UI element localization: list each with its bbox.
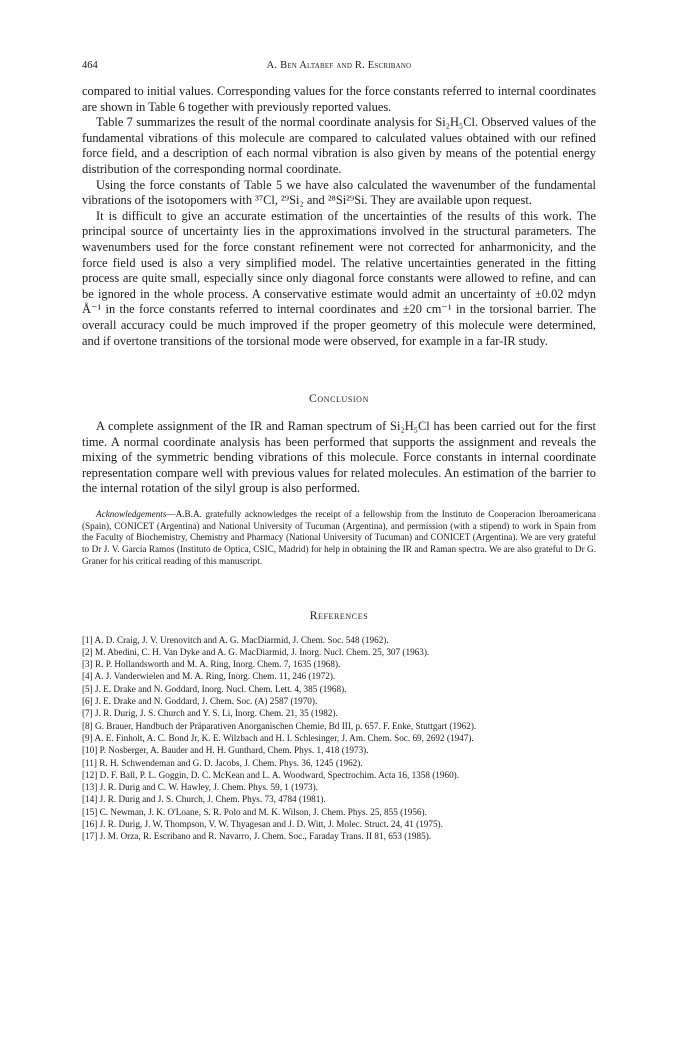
reference-item: [1] A. D. Craig, J. V. Urenovitch and A. G. MacDiarmid, J. Chem. Soc. 548 (1962). — [82, 634, 389, 645]
page-number: 464 — [82, 60, 98, 71]
page-header — [82, 60, 596, 76]
reference-item: [13] J. R. Durig and C. W. Hawley, J. Chem. Phys. 59, 1 (1973). — [82, 782, 318, 793]
reference-item: [6] J. E. Drake and N. Goddard, J. Chem. Soc. (A) 2587 (1970). — [82, 696, 318, 707]
journal-page — [82, 60, 596, 852]
conclusion-heading: Conclusion — [309, 393, 369, 406]
reference-item: [10] P. Nosberger, A. Bauder and H. H. Gunthard, Chem. Phys. 1, 418 (1973). — [82, 745, 369, 756]
reference-item: [15] C. Newman, J. K. O'Loane, S. R. Polo and M. K. Wilson, J. Chem. Phys. 25, 855 (1956). — [82, 806, 427, 817]
reference-item: [4] A. J. Vanderwielen and M. A. Ring, Inorg. Chem. 11, 246 (1972). — [82, 671, 336, 682]
reference-item: [3] R. P. Hollandsworth and M. A. Ring, Inorg. Chem. 7, 1635 (1968). — [82, 659, 341, 670]
reference-item: [16] J. R. Durig, J. W. Thompson, V. W. Thyagesan and J. D. Witt, J. Molec. Struct. 24, 41 (1975). — [82, 819, 443, 830]
reference-item: [14] J. R. Durig and J. S. Church, J. Chem. Phys. 73, 4784 (1981). — [82, 794, 326, 805]
running-head: A. Ben Altabef and R. Escribano — [266, 60, 412, 71]
reference-item: [2] M. Abedini, C. H. Van Dyke and A. G. MacDiarmid, J. Inorg. Nucl. Chem. 25, 307 (1963). — [82, 646, 430, 657]
reference-list — [82, 634, 596, 843]
reference-item: [11] R. H. Schwendeman and G. D. Jacobs, J. Chem. Phys. 36, 1245 (1962). — [82, 757, 363, 768]
reference-item: [8] G. Brauer, Handbuch der Präparativen Anorganischen Chemie, Bd III, p. 657. F. Enke, Stuttgart (1962). — [82, 720, 477, 731]
reference-item: [5] J. E. Drake and N. Goddard, Inorg. Nucl. Chem. Lett. 4, 385 (1968). — [82, 683, 347, 694]
paragraph: Table 7 summarizes the result of the normal coordinate analysis for Si₂H₅Cl. Observed values of the fundamental vibrations of this molecule are compared to calculated values obtained with our refined force field, and a description of each normal vibration is also given by means of the potential energy distribution of the corresponding normal coordinate. — [82, 115, 596, 176]
reference-item: [17] J. M. Orza, R. Escribano and R. Navarro, J. Chem. Soc., Faraday Trans. II 81, 653 (1985). — [82, 831, 432, 842]
conclusion-section — [82, 419, 596, 497]
paragraph: compared to initial values. Corresponding values for the force constants referred to internal coordinates are shown in Table 6 together with previously reported values. — [82, 84, 596, 114]
conclusion-paragraph: A complete assignment of the IR and Raman spectrum of Si₂H₅Cl has been carried out for the first time. A normal coordinate analysis has been performed that supports the assignment and reveals the mixing of the symmetric bending vibrations of this molecule. Force constants in internal coordinate representation compare well with previous values for related molecules. An estimation of the barrier to the internal rotation of the silyl group is also performed. — [82, 419, 596, 496]
reference-item: [12] D. F. Ball, P. L. Goggin, D. C. McKean and L. A. Woodward, Spectrochim. Acta 16, 1358 (1960). — [82, 769, 460, 780]
reference-item: [9] A. E. Finholt, A. C. Bond Jr, K. E. Wilzbach and H. I. Schlesinger, J. Am. Chem. Soc. 69, 2692 (1947). — [82, 732, 474, 743]
reference-item: [7] J. R. Durig, J. S. Church and Y. S. Li, Inorg. Chem. 21, 35 (1982). — [82, 708, 338, 719]
acknowledgements-label: Acknowledgements — [96, 509, 167, 520]
acknowledgements-section — [82, 509, 596, 568]
body-text — [82, 84, 596, 349]
paragraph: Using the force constants of Table 5 we have also calculated the wavenumber of the fundamental vibrations of the isotopomers with ³⁷Cl, ²⁹Si₂ and ²⁸Si²⁹Si. They are available upon request. — [82, 177, 596, 208]
acknowledgements-paragraph — [82, 509, 596, 568]
paragraph: It is difficult to give an accurate estimation of the uncertainties of the results of this work. The principal source of uncertainty lies in the approximations involved in the structural parameters. The wavenumbers used for the force constant refinement were not corrected for anharmonicity, and the force field used is also a very simplified model. The relative uncertainties generated in the fitting process are quite small, especially since only diagonal force constants were allowed to refine, and can be ignored in the whole process. A conservative estimate would admit an uncertainty of ±0.02 mdyn Å⁻¹ in the force constants referred to internal coordinates and ±20 cm⁻¹ in the torsional barrier. The overall accuracy could be much improved if the proper geometry of this molecule were determined, and if overtone transitions of the torsional mode were observed, for example in a far-IR study. — [82, 208, 596, 348]
references-heading: References — [309, 609, 369, 622]
acknowledgements-text: —A.B.A. gratefully acknowledges the receipt of a fellowship from the Instituto de Cooperacion Iberoamericana (Spain), CONICET (Argentina) and National University of Tucuman (Argentina), and permission (with a stipend) to work in Spain from the Faculty of Biochemistry, Chemistry and Pharmacy (National University of Tucuman) and CONICET (Argentina). We are very grateful to Dr J. V. Garcia Ramos (Instituto de Optica, CSIC, Madrid) for help in obtaining the IR and Raman spectra. We are also grateful to Dr G. Graner for his critical reading of this manuscript. — [82, 509, 596, 566]
